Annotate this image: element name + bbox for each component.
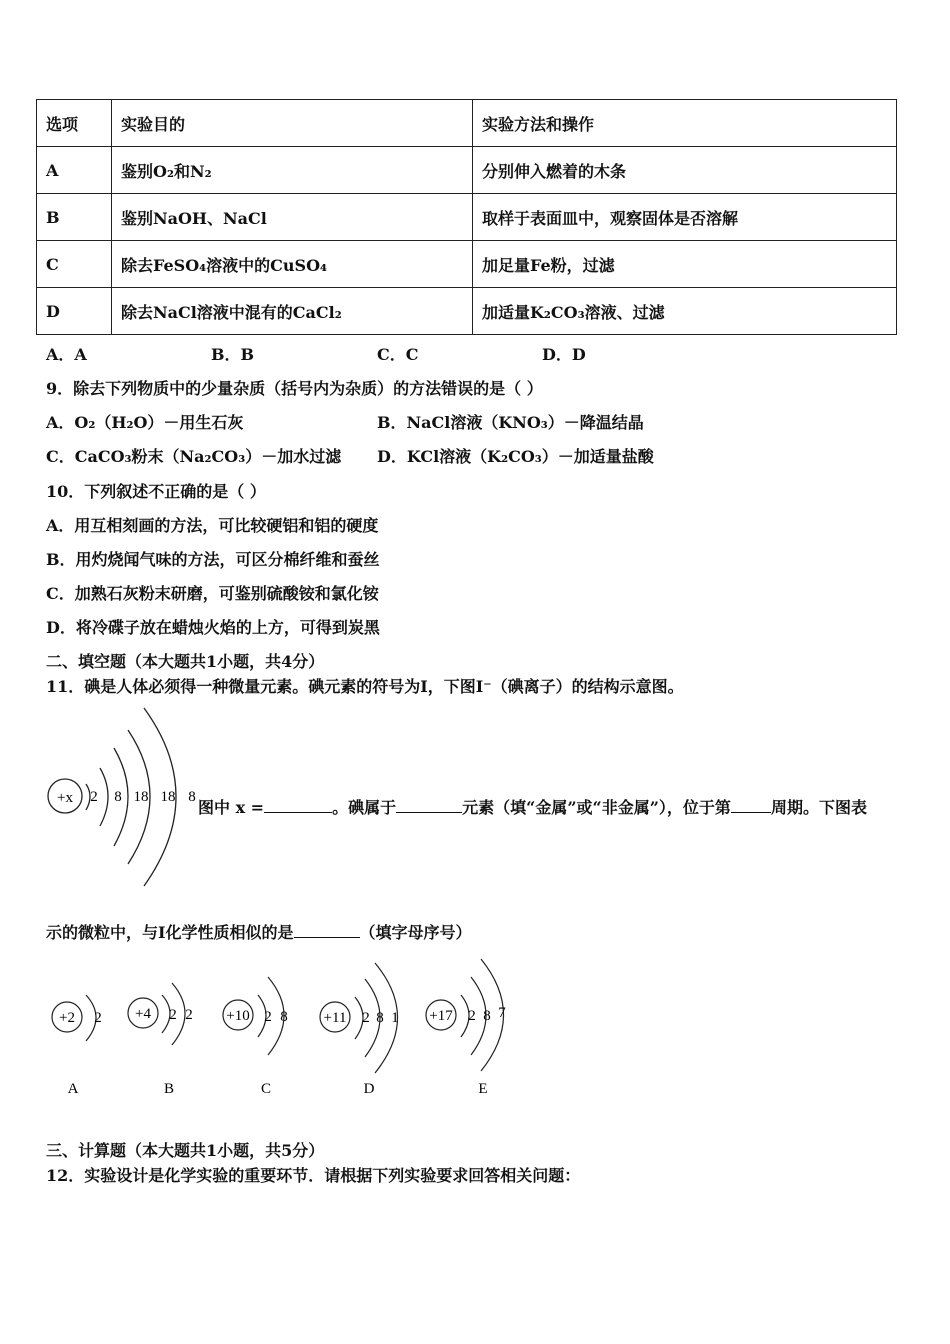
particle-label: D: [363, 1081, 375, 1097]
option-cell: C: [37, 241, 112, 288]
q9-option-d: D．KCl溶液（K₂CO₃）－加适量盐酸: [377, 447, 654, 466]
particle-label: E: [478, 1081, 488, 1097]
section-heading: 三、计算题（本大题共1小题，共5分）: [46, 1141, 325, 1160]
method-cell: 加适量K₂CO₃溶液、过滤: [473, 288, 897, 335]
q8-choice-d: D．D: [542, 345, 586, 364]
q12-stem: 12．实验设计是化学实验的重要环节．请根据下列实验要求回答相关问题：: [46, 1166, 581, 1185]
shell-electron-count: 1: [391, 1010, 399, 1026]
answer-blank-x[interactable]: [264, 798, 332, 813]
q10-option-b: B．用灼烧闻气味的方法，可区分棉纤维和蚕丝: [46, 550, 380, 569]
purpose-cell: 鉴别NaOH、NaCl: [112, 194, 473, 241]
q9-stem: 9．除去下列物质中的少量杂质（括号内为杂质）的方法错误的是（ ）: [46, 379, 543, 398]
q11-text: （填字母序号）: [359, 923, 472, 942]
nucleus-charge: +4: [135, 1006, 151, 1022]
option-cell: A: [37, 147, 112, 194]
table-header: 实验方法和操作: [473, 100, 897, 147]
shell-electron-count: 7: [498, 1005, 506, 1021]
method-cell: 分别伸入燃着的木条: [473, 147, 897, 194]
table-header: 选项: [37, 100, 112, 147]
shell-electron-count: 8: [188, 789, 196, 805]
nucleus-charge: +10: [226, 1008, 250, 1024]
table-row: [37, 194, 897, 241]
q8-choice-c: C．C: [377, 345, 419, 364]
nucleus-charge: +x: [57, 790, 73, 806]
nucleus-charge: +11: [323, 1010, 347, 1026]
shell-electron-count: 8: [280, 1009, 288, 1025]
q11-stem: 11．碘是人体必须得一种微量元素。碘元素的符号为I，下图I⁻（碘离子）的结构示意图。: [46, 677, 684, 696]
shell-electron-count: 18: [160, 789, 176, 805]
q9-option-c: C．CaCO₃粉末（Na₂CO₃）－加水过滤: [46, 447, 342, 466]
q8-choice-b: B．B: [211, 345, 255, 364]
q11-question-line-2: [46, 920, 472, 943]
answer-blank-similar[interactable]: [294, 923, 360, 938]
particle-label: A: [67, 1081, 79, 1097]
table-row: [37, 288, 897, 335]
shell-electron-count: 8: [114, 789, 122, 805]
q8-choice-a: A．A: [46, 345, 87, 364]
shell-electron-count: 2: [94, 1010, 102, 1026]
option-cell: D: [37, 288, 112, 335]
q9-option-a: A．O₂（H₂O）－用生石灰: [46, 413, 244, 432]
answer-blank-period[interactable]: [731, 798, 771, 813]
purpose-cell: 除去FeSO₄溶液中的CuSO₄: [112, 241, 473, 288]
table-header: 实验目的: [112, 100, 473, 147]
nucleus-charge: +2: [59, 1010, 75, 1026]
electron-shell-arc: [100, 768, 108, 826]
section-heading: 二、填空题（本大题共1小题，共4分）: [46, 652, 325, 671]
table-row: [37, 241, 897, 288]
shell-electron-count: 18: [133, 789, 149, 805]
purpose-cell: 除去NaCl溶液中混有的CaCl₂: [112, 288, 473, 335]
option-cell: B: [37, 194, 112, 241]
shell-electron-count: 8: [483, 1008, 491, 1024]
answer-blank-element-type[interactable]: [396, 798, 462, 813]
q10-stem: 10．下列叙述不正确的是（ ）: [46, 482, 266, 501]
purpose-cell: 鉴别O₂和N₂: [112, 147, 473, 194]
q10-option-a: A．用互相刻画的方法，可比较硬铝和铝的硬度: [46, 516, 379, 535]
q9-option-b: B．NaCl溶液（KNO₃）－降温结晶: [377, 413, 644, 432]
experiment-table: [36, 99, 897, 335]
q11-text: 示的微粒中，与I化学性质相似的是: [46, 923, 294, 942]
shell-electron-count: 2: [362, 1010, 370, 1026]
q10-option-d: D．将冷碟子放在蜡烛火焰的上方，可得到炭黑: [46, 618, 380, 637]
shell-electron-count: 2: [185, 1007, 193, 1023]
particle-label: C: [260, 1081, 272, 1097]
q11-text: 元素（填“金属”或“非金属”），位于第: [462, 798, 731, 817]
particle-diagrams: [40, 955, 520, 1105]
shell-electron-count: 8: [376, 1010, 384, 1026]
particle-label: B: [163, 1081, 175, 1097]
table-header-row: [37, 100, 897, 147]
shell-electron-count: 2: [264, 1009, 272, 1025]
q11-question-line: [198, 795, 867, 818]
q11-text: 。碘属于: [332, 798, 397, 817]
nucleus-charge: +17: [429, 1008, 453, 1024]
table-row: [37, 147, 897, 194]
shell-electron-count: 2: [169, 1007, 177, 1023]
method-cell: 取样于表面皿中，观察固体是否溶解: [473, 194, 897, 241]
shell-electron-count: 2: [90, 789, 98, 805]
method-cell: 加足量Fe粉，过滤: [473, 241, 897, 288]
q10-option-c: C．加熟石灰粉末研磨，可鉴别硫酸铵和氯化铵: [46, 584, 379, 603]
q11-text: 周期。下图表: [770, 798, 867, 817]
q11-text: 图中 x =: [198, 798, 265, 817]
shell-electron-count: 2: [468, 1008, 476, 1024]
iodide-structure-diagram: [44, 700, 204, 890]
